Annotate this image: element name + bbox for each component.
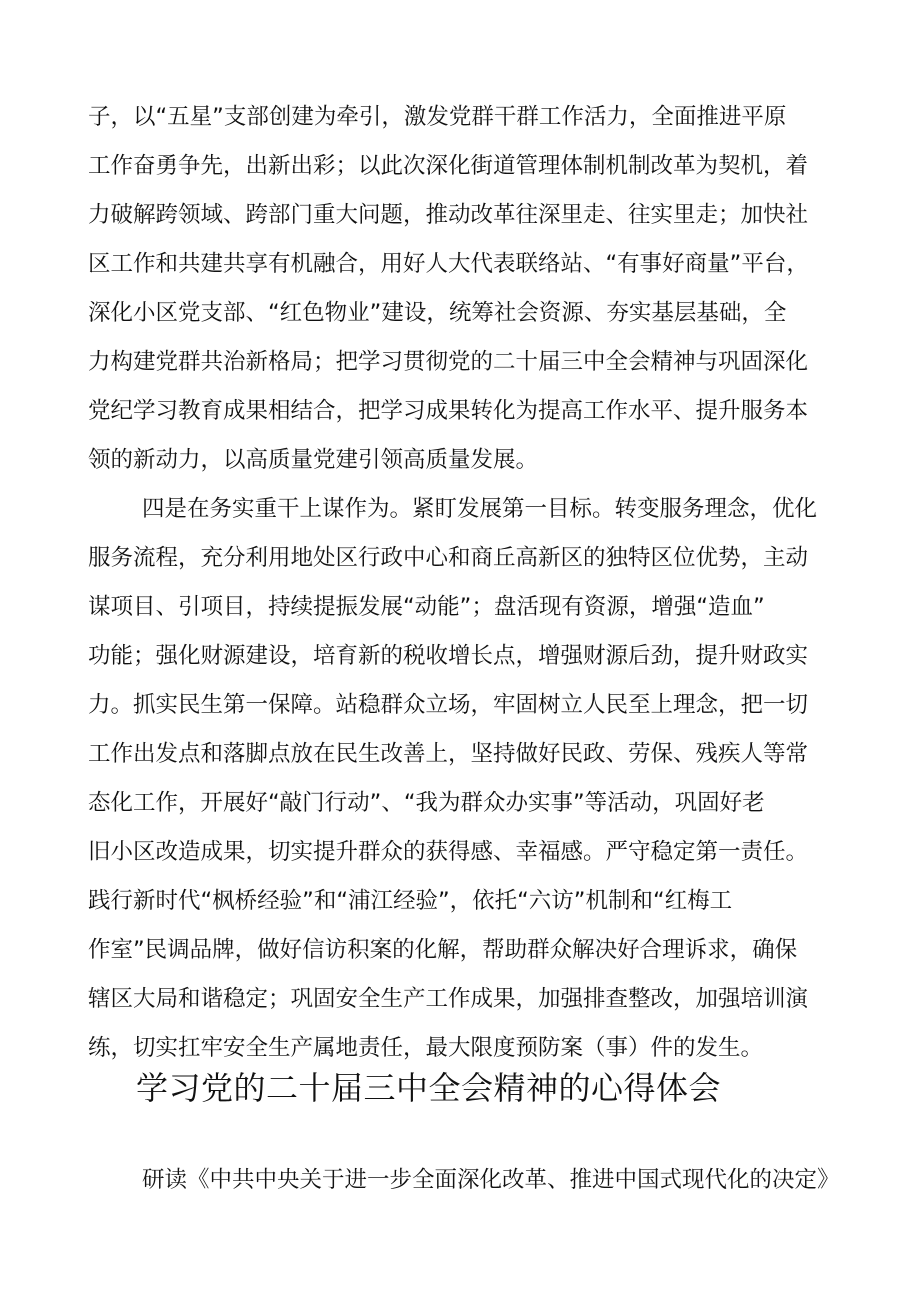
paragraph-line: 力构建党群共治新格局；把学习贯彻党的二十届三中全会精神与巩固深化: [88, 349, 809, 375]
paragraph-line: 区工作和共建共享有机融合，用好人大代表联络站、“有事好商量”平台，: [88, 251, 809, 277]
paragraph-line: 四是在务实重干上谋作为。紧盯发展第一目标。转变服务理念，优化: [142, 496, 818, 522]
paragraph-line: 践行新时代“枫桥经验”和“浦江经验”，依托“六访”机制和“红梅工: [88, 888, 733, 914]
paragraph-line: 辖区大局和谐稳定；巩固安全生产工作成果，加强排查整改，加强培训演: [88, 986, 809, 1012]
paragraph-line: 党纪学习教育成果相结合，把学习成果转化为提高工作水平、提升服务本: [88, 398, 809, 424]
paragraph-line: 深化小区党支部、“红色物业”建设，统筹社会资源、夯实基层基础，全: [88, 300, 787, 326]
paragraph-line: 领的新动力，以高质量党建引领高质量发展。: [88, 447, 539, 473]
paragraph-line: 态化工作，开展好“敲门行动”、“我为群众办实事”等活动，巩固好老: [88, 790, 765, 816]
paragraph-line: 力。抓实民生第一保障。站稳群众立场，牢固树立人民至上理念，把一切: [88, 692, 809, 718]
paragraph-line: 旧小区改造成果，切实提升群众的获得感、幸福感。严守稳定第一责任。: [88, 839, 809, 865]
paragraph-line: 工作奋勇争先，出新出彩；以此次深化街道管理体制机制改革为契机，着: [88, 153, 809, 179]
paragraph-line: 子，以“五星”支部创建为牵引，激发党群干群工作活力，全面推进平原: [88, 104, 787, 130]
paragraph-line: 服务流程，充分利用地处区行政中心和商丘高新区的独特区位优势，主动: [88, 545, 809, 571]
document-title: 学习党的二十届三中全会精神的心得体会: [136, 1069, 722, 1107]
paragraph-line: 练，切实扛牢安全生产属地责任，最大限度预防案（事）件的发生。: [88, 1035, 764, 1061]
paragraph-line: 谋项目、引项目，持续提振发展“动能”；盘活现有资源，增强“造血”: [88, 594, 765, 620]
paragraph-line: 作室”民调品牌，做好信访积案的化解，帮助群众解决好合理诉求，确保: [88, 937, 798, 963]
paragraph-line: 功能；强化财源建设，培育新的税收增长点，增强财源后劲，提升财政实: [88, 643, 809, 669]
paragraph-line: 力破解跨领域、跨部门重大问题，推动改革往深里走、往实里走；加快社: [88, 202, 809, 228]
intro-line: 研读《中共中央关于进一步全面深化改革、推进中国式现代化的决定》: [142, 1167, 840, 1193]
paragraph-line: 工作出发点和落脚点放在民生改善上，坚持做好民政、劳保、残疾人等常: [88, 741, 809, 767]
